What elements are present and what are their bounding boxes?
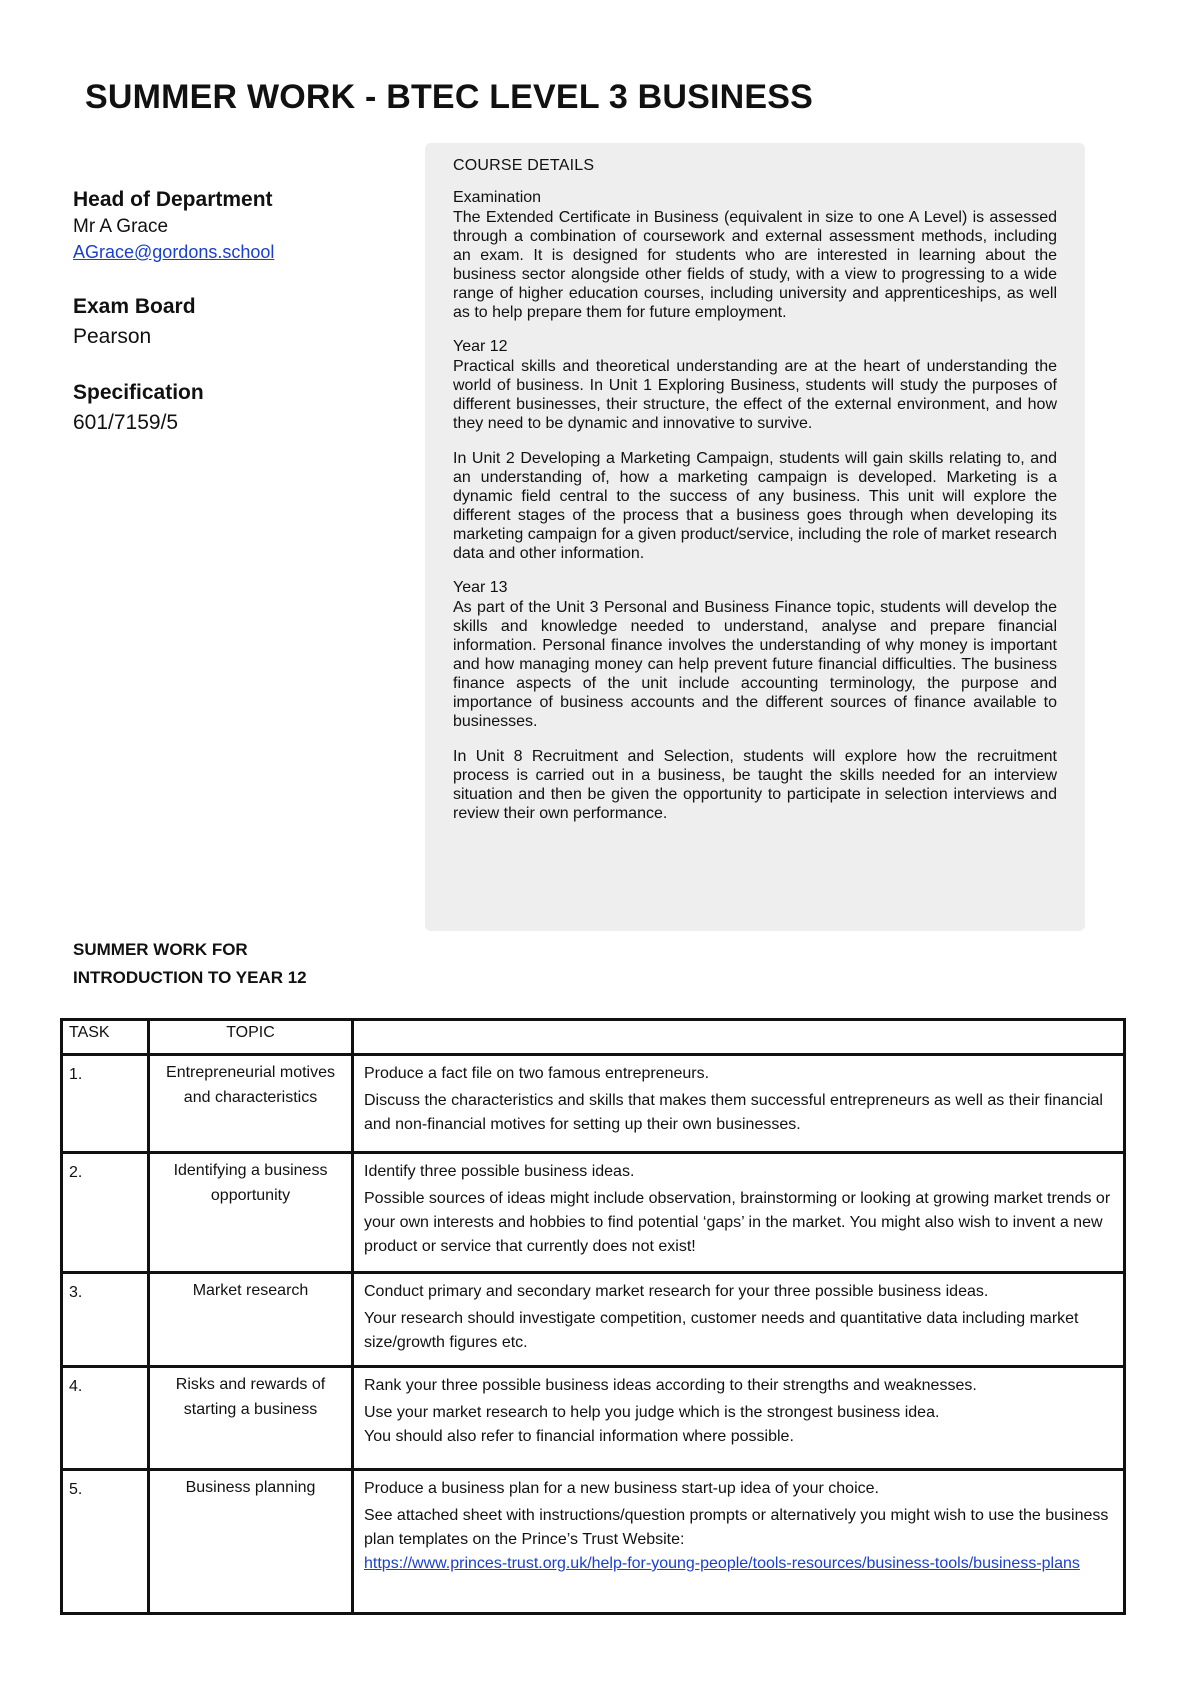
year12-paragraph-2: In Unit 2 Developing a Marketing Campaign, students will gain skills relating to, and an understanding of, how a marketing campaign is developed. Marketing is a dynamic field central to the success of any business. This unit will explore the different stages of the process that a business goes through when developing its marketing campaign for a given product/service, including the role of market research data and other information. [453, 450, 1057, 562]
examination-heading: Examination [453, 189, 542, 206]
task-body: Use your market research to help you judge which is the strongest business idea. [364, 1404, 940, 1421]
course-details-heading: COURSE DETAILS [453, 157, 595, 174]
year13-paragraph-2: In Unit 8 Recruitment and Selection, students will explore how the recruitment process is carried out in a business, be taught the skills needed for an interview situation and then be given the opportunity to participate in selection interviews and review their own performance. [453, 748, 1057, 822]
task-heading: Produce a fact file on two famous entrepreneurs. [364, 1065, 710, 1082]
year12-paragraph-1: Practical skills and theoretical understanding are at the heart of understanding the world of business. In Unit 1 Exploring Business, students will study the purposes of different businesses, their structure, the effect of the external environment, and how they need to be dynamic and innovative to survive. [453, 358, 1057, 432]
col-description-header [353, 1020, 1125, 1055]
task-heading: Identify three possible business ideas. [364, 1163, 635, 1180]
task-number: 3. [62, 1273, 149, 1367]
task-topic: Market research [149, 1273, 353, 1367]
task-body: See attached sheet with instructions/question prompts or alternatively you might wish to use the business plan templates on the Prince’s Trust Website: [364, 1507, 1109, 1548]
hod-name: Mr A Grace [73, 216, 169, 237]
task-topic: Identifying a business opportunity [149, 1153, 353, 1273]
summer-work-heading [73, 936, 307, 992]
table-row [62, 1055, 1125, 1153]
task-heading: Conduct primary and secondary market research for your three possible business ideas. [364, 1283, 989, 1300]
col-task-header: TASK [62, 1020, 149, 1055]
course-details-box [425, 143, 1085, 931]
year13-heading: Year 13 [453, 579, 508, 596]
task-description [353, 1153, 1125, 1273]
col-topic-header: TOPIC [149, 1020, 353, 1055]
table-header-row [62, 1020, 1125, 1055]
table-row [62, 1153, 1125, 1273]
hod-label: Head of Department [73, 188, 273, 211]
tasks-table [60, 1018, 1126, 1615]
exam-board-value: Pearson [73, 325, 152, 348]
task-topic: Business planning [149, 1470, 353, 1614]
task-topic: Entrepreneurial motives and characteristics [149, 1055, 353, 1153]
task-body: Discuss the characteristics and skills that makes them successful entrepreneurs as well as their financial and non-financial motives for setting up their own businesses. [364, 1092, 1103, 1133]
task-heading: Produce a business plan for a new business start-up idea of your choice. [364, 1480, 879, 1497]
department-info [73, 188, 393, 435]
specification-value: 601/7159/5 [73, 411, 179, 434]
table-row [62, 1470, 1125, 1614]
task-description [353, 1273, 1125, 1367]
page-title: SUMMER WORK - BTEC LEVEL 3 BUSINESS [85, 78, 813, 116]
task-topic: Risks and rewards of starting a business [149, 1367, 353, 1470]
summer-work-heading-line2: INTRODUCTION TO YEAR 12 [73, 968, 307, 987]
year12-heading: Year 12 [453, 338, 508, 355]
task-number: 1. [62, 1055, 149, 1153]
task-description [353, 1470, 1125, 1614]
task-description [353, 1055, 1125, 1153]
task-number: 5. [62, 1470, 149, 1614]
exam-board-label: Exam Board [73, 295, 196, 318]
task-description [353, 1367, 1125, 1470]
table-row [62, 1273, 1125, 1367]
table-row [62, 1367, 1125, 1470]
task-body: Your research should investigate competition, customer needs and quantitative data including market size/growth figures etc. [364, 1310, 1079, 1351]
task-body: Possible sources of ideas might include observation, brainstorming or looking at growing market trends or your own interests and hobbies to find potential ‘gaps’ in the market. You might also wish to invent a new product or service that currently does not exist! [364, 1190, 1111, 1255]
princes-trust-link[interactable]: https://www.princes-trust.org.uk/help-for-young-people/tools-resources/business-tools/business-plans [364, 1555, 1080, 1572]
specification-label: Specification [73, 381, 204, 404]
task-body-2: You should also refer to financial information where possible. [364, 1428, 794, 1445]
task-number: 2. [62, 1153, 149, 1273]
task-heading: Rank your three possible business ideas according to their strengths and weaknesses. [364, 1377, 977, 1394]
task-number: 4. [62, 1367, 149, 1470]
examination-text: The Extended Certificate in Business (equivalent in size to one A Level) is assessed through a combination of coursework and external assessment methods, including an exam. It is designed for students who are interested in learning about the business sector alongside other fields of study, with a view to progressing to a wide range of higher education courses, including university and apprenticeships, as well as to help prepare them for future employment. [453, 209, 1057, 321]
hod-email-link[interactable]: AGrace@gordons.school [73, 242, 275, 262]
summer-work-heading-line1: SUMMER WORK FOR [73, 940, 248, 959]
year13-paragraph-1: As part of the Unit 3 Personal and Business Finance topic, students will develop the skills and knowledge needed to understand, analyse and prepare financial information. Personal finance involves the understanding of why money is important and how managing money can help prevent future financial difficulties. The business finance aspects of the unit include accounting terminology, the purpose and importance of business accounts and the different sources of finance available to businesses. [453, 599, 1057, 730]
